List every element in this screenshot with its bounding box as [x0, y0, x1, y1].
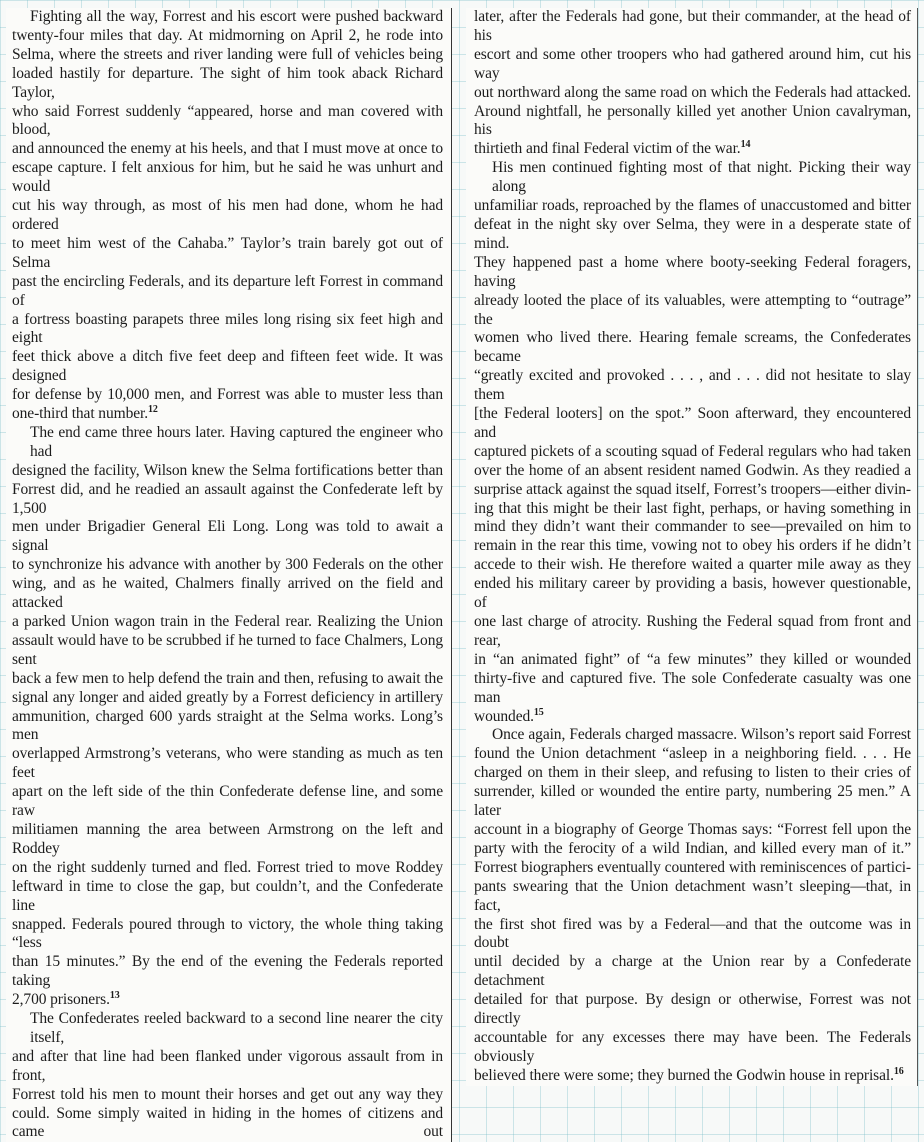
line-text: thirty-five and captured five. The sole Confederate casualty was one man: [474, 669, 911, 706]
line-text: apart on the left side of the thin Confederate defense line, and some raw: [12, 783, 443, 820]
left-column: [6, 8, 452, 1142]
text-line: [12, 481, 443, 519]
text-line: [474, 537, 911, 556]
footnote-marker[interactable]: 14: [740, 139, 751, 151]
line-text: Around nightfall, he personally killed yet another Union cavalryman, his: [474, 102, 911, 139]
line-text: overlapped Armstrong’s veterans, who were standing as much as ten feet: [12, 745, 443, 782]
line-text: militiamen manning the area between Armstrong on the left and Roddey: [12, 820, 443, 857]
footnote-marker[interactable]: 15: [533, 706, 544, 718]
text-line: [12, 859, 443, 878]
line-text: account in a biography of George Thomas says: “Forrest fell upon the: [474, 820, 911, 838]
text-line: [474, 197, 911, 216]
line-text: pants swearing that the Union detachment wasn’t sleeping—that, in fact,: [474, 877, 911, 914]
line-text: Fighting all the way, Forrest and his escort were pushed backward: [30, 8, 443, 25]
text-line: [474, 859, 911, 878]
text-line: [474, 159, 911, 197]
line-text: accountable for any excesses there may have been. The Federals obviously: [474, 1028, 911, 1065]
line-text: wounded.: [474, 707, 534, 725]
text-line: [474, 708, 911, 727]
line-text: Once again, Federals charged massacre. Wilson’s report said Forrest: [492, 726, 911, 744]
text-line: [474, 783, 911, 821]
text-line: [474, 103, 911, 141]
line-text: [the Federal looters] on the spot.” Soon afterward, they encountered and: [474, 405, 911, 441]
line-text: twenty-four miles that day. At midmorning on April 2, he rode into: [12, 26, 443, 44]
text-line: [12, 518, 443, 556]
text-line: [12, 575, 443, 613]
line-text: captured pickets of a scouting squad of Federal regulars who had taken: [474, 442, 911, 460]
text-line: [474, 726, 911, 745]
text-line: [12, 311, 443, 349]
line-text: Forrest biographers eventually countered with reminiscences of partici-: [474, 858, 911, 876]
text-line: [474, 991, 911, 1029]
line-text: believed there were some; they burned the Godwin house in reprisal.: [474, 1066, 894, 1084]
line-text: and announced the enemy at his heels, and that I must move at once to: [12, 140, 443, 158]
text-line: [474, 518, 911, 537]
text-line: [474, 556, 911, 575]
line-text: later, after the Federals had gone, but their commander, at the head of his: [474, 8, 911, 44]
text-line: [12, 991, 443, 1010]
text-line: [474, 764, 911, 783]
text-line: [474, 1029, 911, 1067]
line-text: ended his military career by providing a basis, however questionable, of: [474, 575, 911, 612]
text-line: [12, 386, 443, 405]
line-text: and after that line had been flanked under vigorous assault from in front,: [12, 1047, 443, 1084]
line-text: charged on them in their sleep, and refusing to listen to their cries of: [474, 764, 911, 782]
text-line: [12, 632, 443, 670]
line-text: surrender, killed or wounded the entire party, numbering 25 men.” A later: [474, 783, 911, 820]
text-line: [12, 613, 443, 632]
text-line: [12, 46, 443, 65]
line-text: Selma, where the streets and river landing were full of vehicles being: [12, 45, 443, 63]
text-line: [12, 821, 443, 859]
text-line: [12, 348, 443, 386]
text-line: [12, 783, 443, 821]
line-text: wing, and as he waited, Chalmers finally arrived on the field and attacked: [12, 575, 443, 612]
line-text: mind they didn’t want their commander to see—prevailed on him to: [474, 518, 911, 536]
text-line: [12, 916, 443, 954]
text-line: [12, 103, 443, 141]
line-text: His men continued fighting most of that night. Picking their way along: [492, 159, 911, 196]
line-text: 2,700 prisoners.: [12, 991, 110, 1009]
line-text: ammunition, charged 600 yards straight at the Selma works. Long’s men: [12, 707, 443, 744]
text-line: [12, 1105, 443, 1142]
line-text: escort and some other troopers who had gathered around him, cut his way: [474, 45, 911, 82]
line-text: until decided by a charge at the Union rear by a Confederate detachment: [474, 953, 911, 990]
text-line: [474, 840, 911, 859]
line-text: leftward in time to close the gap, but couldn’t, and the Confederate line: [12, 877, 443, 914]
line-text: a parked Union wagon train in the Federal rear. Realizing the Union: [12, 613, 443, 630]
text-line: [474, 670, 911, 708]
text-line: [474, 1067, 911, 1086]
text-line: [12, 140, 443, 159]
line-text: on the right suddenly turned and fled. Forrest tried to move Roddey: [12, 858, 443, 876]
line-text: over the home of an absent resident named Godwin. As they readied a: [474, 461, 911, 479]
line-text: feet thick above a ditch five feet deep and fifteen feet wide. It was designed: [12, 348, 443, 385]
text-line: [12, 159, 443, 197]
line-text: surprise attack against the squad itself, Forrest’s troopers—either divin-: [474, 480, 911, 498]
text-line: [474, 500, 911, 519]
footnote-marker[interactable]: 13: [109, 990, 120, 1002]
text-line: [474, 878, 911, 916]
text-line: [12, 670, 443, 689]
text-line: [12, 273, 443, 311]
line-text: already looted the place of its valuables, were attempting to “outrage” the: [474, 291, 911, 328]
line-text: one-third that number.: [12, 405, 148, 423]
text-line: [474, 651, 911, 670]
text-line: [12, 405, 443, 424]
text-line: [474, 216, 911, 254]
text-line: [12, 27, 443, 46]
text-line: [12, 708, 443, 746]
text-line: [474, 953, 911, 991]
text-line: [12, 1086, 443, 1105]
footnote-marker[interactable]: 16: [893, 1065, 904, 1077]
line-text: cut his way through, as most of his men had done, whom he had ordered: [12, 197, 443, 233]
line-text: thirtieth and final Federal victim of the war.: [474, 140, 741, 158]
line-text: back a few men to help defend the train and then, refusing to await the: [12, 669, 443, 687]
text-line: [474, 292, 911, 330]
text-line: [474, 481, 911, 500]
text-line: [12, 235, 443, 273]
line-text: Forrest did, and he readied an assault against the Confederate left by 1,500: [12, 480, 443, 517]
text-line: [474, 254, 911, 292]
text-line: [12, 1010, 443, 1048]
text-line: [12, 197, 443, 235]
footnote-marker[interactable]: 12: [147, 404, 158, 416]
line-text: detailed for that purpose. By design or otherwise, Forrest was not directly: [474, 991, 911, 1028]
text-line: [474, 575, 911, 613]
line-text: They happened past a home where booty-seeking Federal foragers, having: [474, 253, 911, 290]
text-line: [474, 916, 911, 954]
text-line: [474, 46, 911, 84]
text-line: [12, 745, 443, 783]
line-text: found the Union detachment “asleep in a neighboring field. . . . He: [474, 745, 911, 763]
line-text: defeat in the night sky over Selma, they were in a desperate state of mind.: [474, 215, 911, 252]
line-text: escape capture. I felt anxious for him, but he said he was unhurt and would: [12, 159, 443, 196]
line-text: snapped. Federals poured through to victory, the whole thing taking “less: [12, 915, 443, 952]
line-text: remain in the rear this time, vowing not to obey his orders if he didn’t: [474, 537, 911, 555]
text-line: [474, 443, 911, 462]
text-line: [474, 367, 911, 405]
text-line: [12, 689, 443, 708]
text-line: [12, 8, 443, 27]
text-line: [12, 424, 443, 462]
text-line: [474, 140, 911, 159]
text-line: [474, 405, 911, 443]
text-line: [12, 462, 443, 481]
text-line: [12, 878, 443, 916]
line-text: to meet him west of the Cahaba.” Taylor’s train barely got out of Selma: [12, 234, 443, 271]
text-line: [12, 65, 443, 103]
text-line: [12, 556, 443, 575]
line-text: to synchronize his advance with another by 300 Federals on the other: [12, 556, 443, 574]
line-text: party with the ferocity of a wild Indian, and killed every man of it.”: [474, 839, 911, 857]
line-text: in “an animated fight” of “a few minutes” they killed or wounded: [474, 650, 911, 668]
line-text: loaded hastily for departure. The sight of him took aback Richard Taylor,: [12, 64, 443, 101]
line-text: assault would have to be scrubbed if he turned to face Chalmers, Long sent: [12, 631, 443, 668]
text-line: [12, 953, 443, 991]
line-text: “greatly excited and provoked . . . , and . . . did not hesitate to slay them: [474, 367, 911, 404]
line-text: signal any longer and aided greatly by a Forrest deficiency in artillery: [12, 688, 443, 706]
text-line: [474, 613, 911, 651]
text-line: [474, 462, 911, 481]
text-line: [474, 821, 911, 840]
line-text: could. Some simply waited in hiding in the homes of citizens and came out: [12, 1104, 443, 1141]
line-text: out northward along the same road on which the Federals had attacked.: [474, 83, 911, 101]
line-text: than 15 minutes.” By the end of the evening the Federals reported taking: [12, 953, 443, 990]
line-text: unfamiliar roads, reproached by the flames of unaccustomed and bitter: [474, 197, 911, 215]
text-line: [12, 1048, 443, 1086]
line-text: The end came three hours later. Having captured the engineer who had: [30, 423, 443, 460]
line-text: who said Forrest suddenly “appeared, horse and man covered with blood,: [12, 102, 443, 139]
line-text: a fortress boasting parapets three miles long rising six feet high and eight: [12, 310, 443, 347]
right-column: [466, 8, 918, 1086]
line-text: The Confederates reeled backward to a second line nearer the city itself,: [30, 1010, 443, 1046]
line-text: one last charge of atrocity. Rushing the Federal squad from front and rear,: [474, 613, 911, 649]
line-text: Forrest told his men to mount their horses and get out any way they: [12, 1085, 443, 1103]
text-line: [474, 8, 911, 46]
line-text: past the encircling Federals, and its departure left Forrest in command of: [12, 272, 443, 309]
text-line: [474, 745, 911, 764]
line-text: designed the facility, Wilson knew the Selma fortifications better than: [12, 461, 443, 479]
line-text: the first shot fired was by a Federal—and that the outcome was in doubt: [474, 915, 911, 952]
text-line: [474, 84, 911, 103]
text-line: [474, 329, 911, 367]
line-text: accede to their wish. He therefore waited a quarter mile away as they: [474, 556, 911, 574]
line-text: men under Brigadier General Eli Long. Long was told to await a signal: [12, 518, 443, 555]
line-text: women who lived there. Hearing female screams, the Confederates became: [474, 329, 911, 366]
line-text: ing that this might be their last fight, perhaps, or having something in: [474, 499, 911, 517]
line-text: for defense by 10,000 men, and Forrest was able to muster less than: [12, 386, 443, 404]
